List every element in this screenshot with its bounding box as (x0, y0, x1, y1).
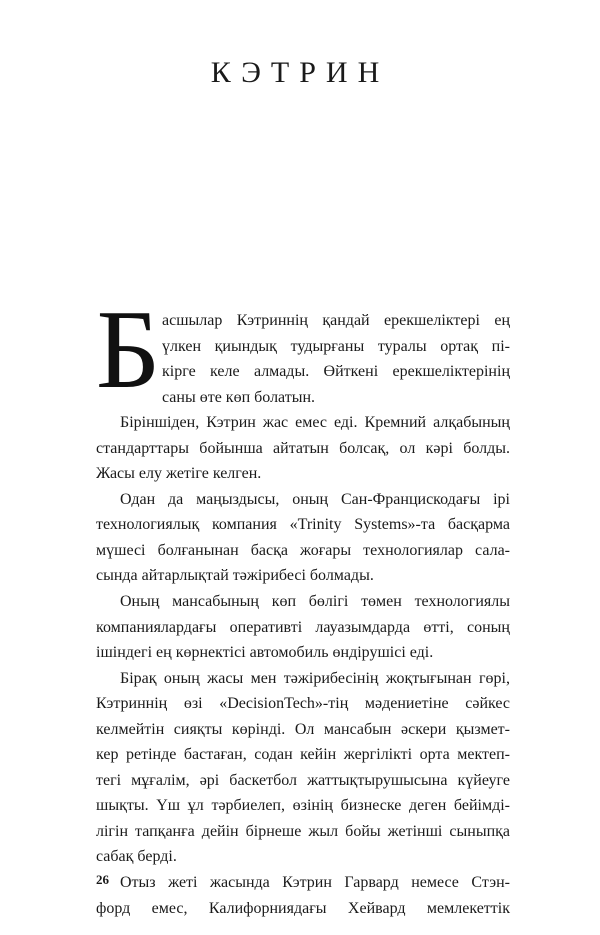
text-line: стандарттары бойынша айтатын болсақ, ол кәрі болды. (96, 439, 510, 457)
text-line: саны өте көп болатын. (162, 388, 316, 406)
text-line: компаниялардағы оперативті лауазымдарда өтті, соның (96, 618, 510, 636)
text-line: үлкен қиындық тудырғаны туралы ортақ пі- (162, 337, 510, 355)
chapter-title: КЭТРИН (210, 56, 390, 89)
text-line: Жасы елу жетіге келген. (96, 465, 262, 483)
text-line: Отыз жеті жасында Кэтрин Гарвард немесе Стэн- (120, 874, 510, 892)
text-line: тегі мұғалім, әрі баскетбол жаттықтырушысына күйеуге (96, 771, 510, 789)
text-line: асшылар Кэтриннің қандай ерекшеліктері ең (162, 312, 510, 329)
text-line: Біріншіден, Кэтрин жас емес еді. Кремний алқабының (120, 414, 510, 432)
text-line: Бірақ оның жасы мен тәжірибесінің жоқтығынан гөрі, (120, 669, 510, 687)
text-line: форд емес, Калифорниядағы Хейвард мемлекеттік (96, 899, 510, 917)
text-line: шықты. Үш ұл тәрбиелеп, өзінің бизнеске деген бейімді- (96, 797, 510, 815)
text-line: Кэтриннің өзі «DecisionTech»-тің мәдениетіне сәйкес (96, 695, 510, 713)
text-line: Одан да маңыздысы, оның Сан-Францискодағы ірі (120, 490, 510, 508)
body-text (96, 308, 510, 921)
text-line: келмейтін сияқты көрінді. Ол мансабын әскери қызмет- (96, 720, 510, 738)
page-number: 26 (96, 872, 109, 887)
text-line: сында айтарлықтай тәжірибесі болмады. (96, 567, 374, 585)
text-line: ішіндегі ең көрнектісі автомобиль өндірушісі еді. (96, 644, 434, 662)
text-line: мүшесі болғанынан басқа жоғары технологиялар сала- (96, 541, 510, 559)
text-line: кірге келе алмады. Өйткені ерекшеліктерінің (162, 363, 510, 381)
text-line: технологиялық компания «Trinity Systems»-та басқарма (96, 516, 510, 534)
text-line: Оның мансабының көп бөлігі төмен технологиялы (120, 593, 510, 611)
text-line: кер ретінде бастаған, содан кейін жергілікті орта мектеп- (96, 746, 510, 764)
text-line: сабақ берді. (96, 848, 177, 866)
text-line: лігін тапқанға дейін бірнеше жыл бойы жетінші сыныпқа (96, 822, 510, 840)
drop-cap-letter: Б (96, 288, 161, 412)
